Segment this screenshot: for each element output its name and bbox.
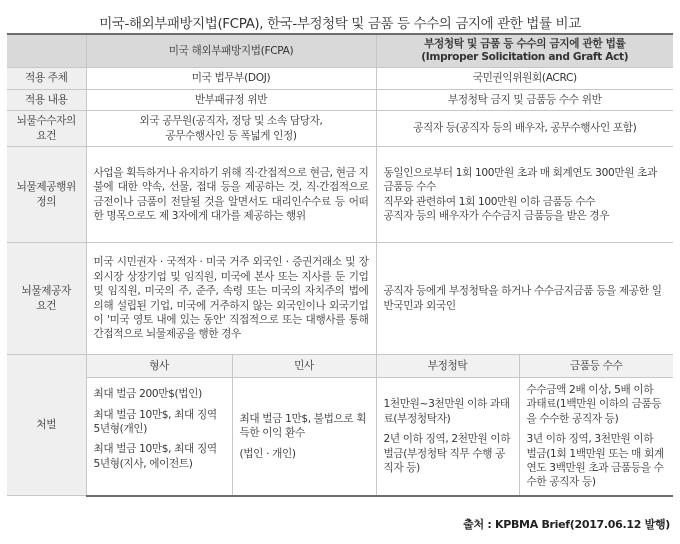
act-kr-item: 동일인으로부터 1회 100만원 초과 매 회계연도 300만원 초과 금품등 수수 bbox=[383, 166, 657, 194]
row-label-content: 적용 내용 bbox=[7, 89, 86, 110]
giver-label-line2: 요건 bbox=[36, 299, 57, 312]
sub-header-civil: 민사 bbox=[232, 355, 376, 378]
punishment-item: 최대 벌금 200만$(법인) bbox=[93, 388, 202, 401]
recipient-fcpa-line2: 공무수행사인 등 폭넓게 인정) bbox=[165, 129, 297, 142]
row-act bbox=[7, 147, 673, 243]
sub-header-criminal: 형사 bbox=[86, 355, 232, 378]
row-giver bbox=[7, 243, 673, 355]
act-fcpa: 사업을 획득하거나 유지하기 위해 직·간접적으로 현금, 현금 지불에 대한 약속, 선물, 접대 등을 제공하는 것, 직·간접적으로 금전이나 금품이 전달될 것을 알면서도 대리인수수료 등 어떠한 명목으로도 제 3자에게 대가를 제공하는 행위 bbox=[86, 147, 376, 243]
subject-fcpa: 미국 법무부(DOJ) bbox=[86, 68, 376, 89]
recipient-label-line1: 뇌물수수자의 bbox=[16, 115, 76, 128]
punishment-solicitation bbox=[376, 378, 519, 496]
row-label-subject: 적용 주체 bbox=[7, 68, 86, 89]
header-corner-cell bbox=[7, 34, 86, 68]
punishment-item: 3년 이하 징역, 3천만원 이하 벌금(1회 1백만원 또는 매 회계연도 3백만원 초과 금품등을 수수한 공직자 등) bbox=[526, 433, 664, 489]
act-kr-item: 직무와 관련하여 1회 100만원 이하 금품등 수수 bbox=[383, 195, 596, 208]
row-content bbox=[7, 89, 673, 110]
punishment-money bbox=[519, 378, 673, 496]
row-label-act bbox=[7, 147, 86, 243]
header-kr-act bbox=[376, 34, 673, 68]
punishment-item: 최대 벌금 10만$, 최대 징역 5년형(지사, 에이전트) bbox=[93, 443, 217, 470]
recipient-fcpa bbox=[86, 111, 376, 147]
row-punishment-sub-header bbox=[7, 355, 673, 378]
sub-header-solicitation: 부정청탁 bbox=[376, 355, 519, 378]
punishment-item: (법인 · 개인) bbox=[239, 447, 296, 460]
giver-label-line1: 뇌물제공자 bbox=[21, 285, 71, 298]
giver-fcpa: 미국 시민권자 · 국적자 · 미국 거주 외국인 · 증권거래소 및 장외시장 상장기업 및 임직원, 미국에 본사 또는 지사를 둔 기업 및 임직원, 미국의 주, 준주, 속령 또는 미국의 자치주의 법에 의해 설립된 기업, 미국에 거주하지 않는 외국인이나 외국기업이 '미국 영토 내에 있는 동안' 직접적으로 또는 대행사를 통해 간접적으로 뇌물제공을 행한 경우 bbox=[86, 243, 376, 355]
header-kr-act-line1: 부정청탁 및 금품 등 수수의 금지에 관한 법률 bbox=[424, 38, 626, 50]
act-label-line2: 정의 bbox=[36, 195, 57, 208]
content-kr: 부정청탁 금지 및 금품등 수수 위반 bbox=[376, 89, 673, 110]
header-fcpa: 미국 해외부패방지법(FCPA) bbox=[86, 34, 376, 68]
source-citation: 출처 : KPBMA Brief(2017.06.12 발행) bbox=[463, 518, 670, 531]
header-row bbox=[7, 34, 673, 68]
punishment-item: 수수금액 2배 이상, 5배 이하 과태료(1백만원 이하의 금품등을 수수한 공직자 등) bbox=[526, 383, 662, 425]
act-kr bbox=[376, 147, 673, 243]
document-title: 미국-해외부패방지법(FCPA), 한국-부정청탁 및 금품 등 수수의 금지에 관한 법률 비교 bbox=[99, 16, 581, 32]
recipient-label-line2: 요건 bbox=[36, 129, 57, 142]
punishment-item: 2년 이하 징역, 2천만원 이하 벌금(부정청탁 직무 수행 공직자 등) bbox=[383, 433, 511, 474]
punishment-item: 최대 벌금 10만$, 최대 징역 5년형(개인) bbox=[93, 408, 217, 435]
row-subject bbox=[7, 68, 673, 89]
punishment-civil bbox=[232, 378, 376, 496]
act-label-line1: 뇌물제공행위 bbox=[16, 181, 76, 194]
row-label-punishment: 처벌 bbox=[7, 355, 86, 496]
giver-kr: 공직자 등에게 부정청탁을 하거나 수수금지금품 등을 제공한 일반국민과 외국인 bbox=[376, 243, 673, 355]
row-label-giver bbox=[7, 243, 86, 355]
sub-header-money: 금품등 수수 bbox=[519, 355, 673, 378]
punishment-item: 최대 벌금 1만$, 불법으로 획득한 이익 환수 bbox=[239, 412, 367, 440]
row-label-recipient bbox=[7, 111, 86, 147]
act-kr-item: 공직자 등의 배우자가 수수금지 금품등을 받은 경우 bbox=[383, 210, 610, 222]
row-recipient bbox=[7, 111, 673, 147]
comparison-table bbox=[7, 33, 673, 497]
header-kr-act-line2: (Improper Solicitation and Graft Act) bbox=[421, 51, 629, 64]
recipient-kr: 공직자 등(공직자 등의 배우자, 공무수행사인 포함) bbox=[376, 111, 673, 147]
recipient-fcpa-line1: 외국 공무원(공직자, 정당 및 소속 담당자, bbox=[139, 115, 323, 128]
punishment-item: 1천만원~3천만원 이하 과태료(부정청탁자) bbox=[383, 398, 510, 425]
content-fcpa: 반부패규정 위반 bbox=[86, 89, 376, 110]
row-punishment bbox=[7, 378, 673, 496]
punishment-criminal bbox=[86, 378, 232, 496]
subject-kr: 국민권익위원회(ACRC) bbox=[376, 68, 673, 89]
